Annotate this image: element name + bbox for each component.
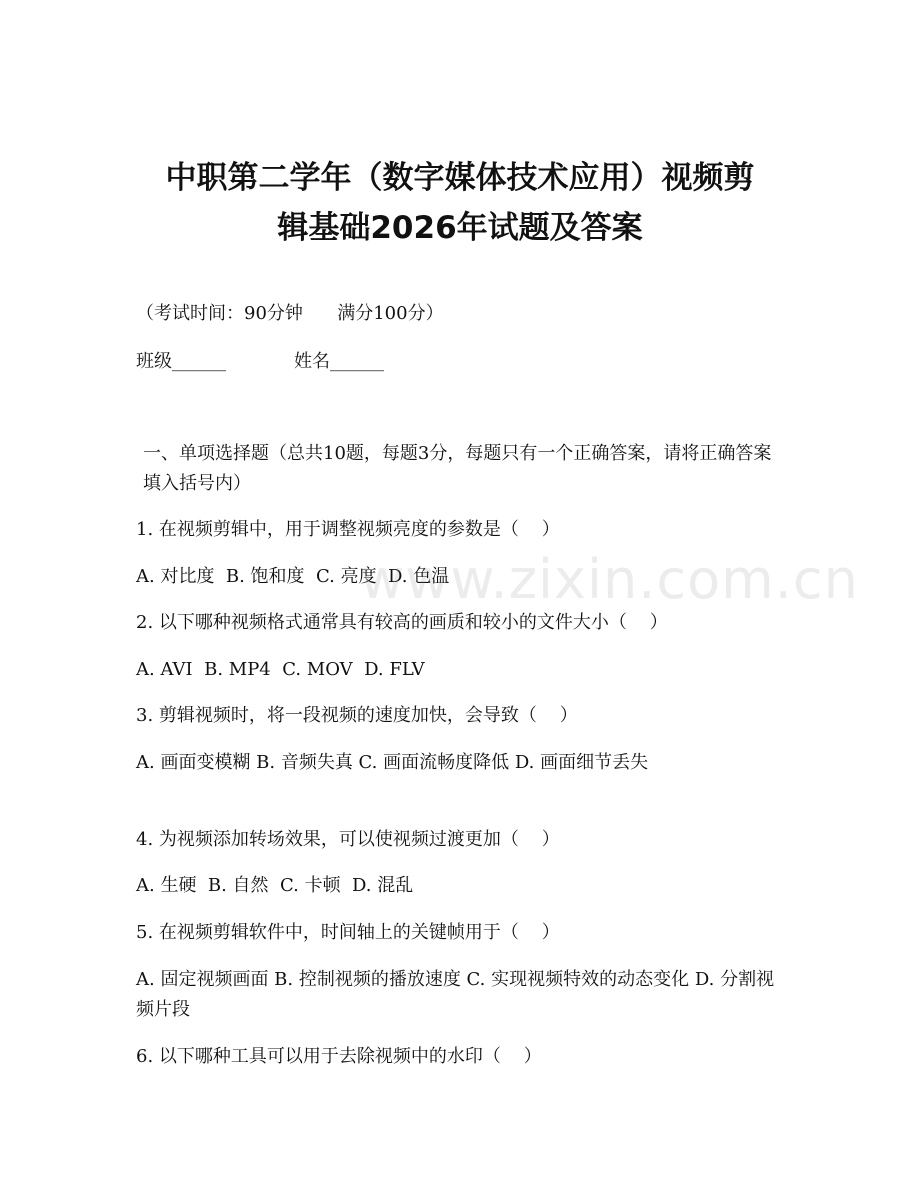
section-1-heading: 一、单项选择题（总共10题，每题3分，每题只有一个正确答案，请将正确答案填入括号内） <box>143 443 772 494</box>
watermark: www.zixin.com.cn <box>360 548 859 611</box>
question-5: 5. 在视频剪辑软件中，时间轴上的关键帧用于（ ） <box>136 922 560 943</box>
question-6: 6. 以下哪种工具可以用于去除视频中的水印（ ） <box>136 1046 542 1067</box>
question-1-options: A. 对比度 B. 饱和度 C. 亮度 D. 色温 <box>136 566 450 587</box>
question-4-options: A. 生硬 B. 自然 C. 卡顿 D. 混乱 <box>136 875 414 896</box>
question-2: 2. 以下哪种视频格式通常具有较高的画质和较小的文件大小（ ） <box>136 612 668 633</box>
question-3: 3. 剪辑视频时，将一段视频的速度加快，会导致（ ） <box>136 705 578 726</box>
document-title-line-2: 辑基础2026年试题及答案 <box>277 210 643 246</box>
document-title-line-1: 中职第二学年（数字媒体技术应用）视频剪 <box>165 160 755 196</box>
question-4: 4. 为视频添加转场效果，可以使视频过渡更加（ ） <box>136 829 560 850</box>
name-field: 姓名______ <box>294 351 384 372</box>
class-field: 班级______ <box>136 351 226 372</box>
question-1: 1. 在视频剪辑中，用于调整视频亮度的参数是（ ） <box>136 519 560 540</box>
question-3-options: A. 画面变模糊 B. 音频失真 C. 画面流畅度降低 D. 画面细节丢失 <box>136 752 649 773</box>
question-5-options: A. 固定视频画面 B. 控制视频的播放速度 C. 实现视频特效的动态变化 D. 分割视频片段 <box>136 969 775 1020</box>
question-2-options: A. AVI B. MP4 C. MOV D. FLV <box>136 659 425 680</box>
exam-info: （考试时间：90分钟 满分100分） <box>136 303 444 324</box>
